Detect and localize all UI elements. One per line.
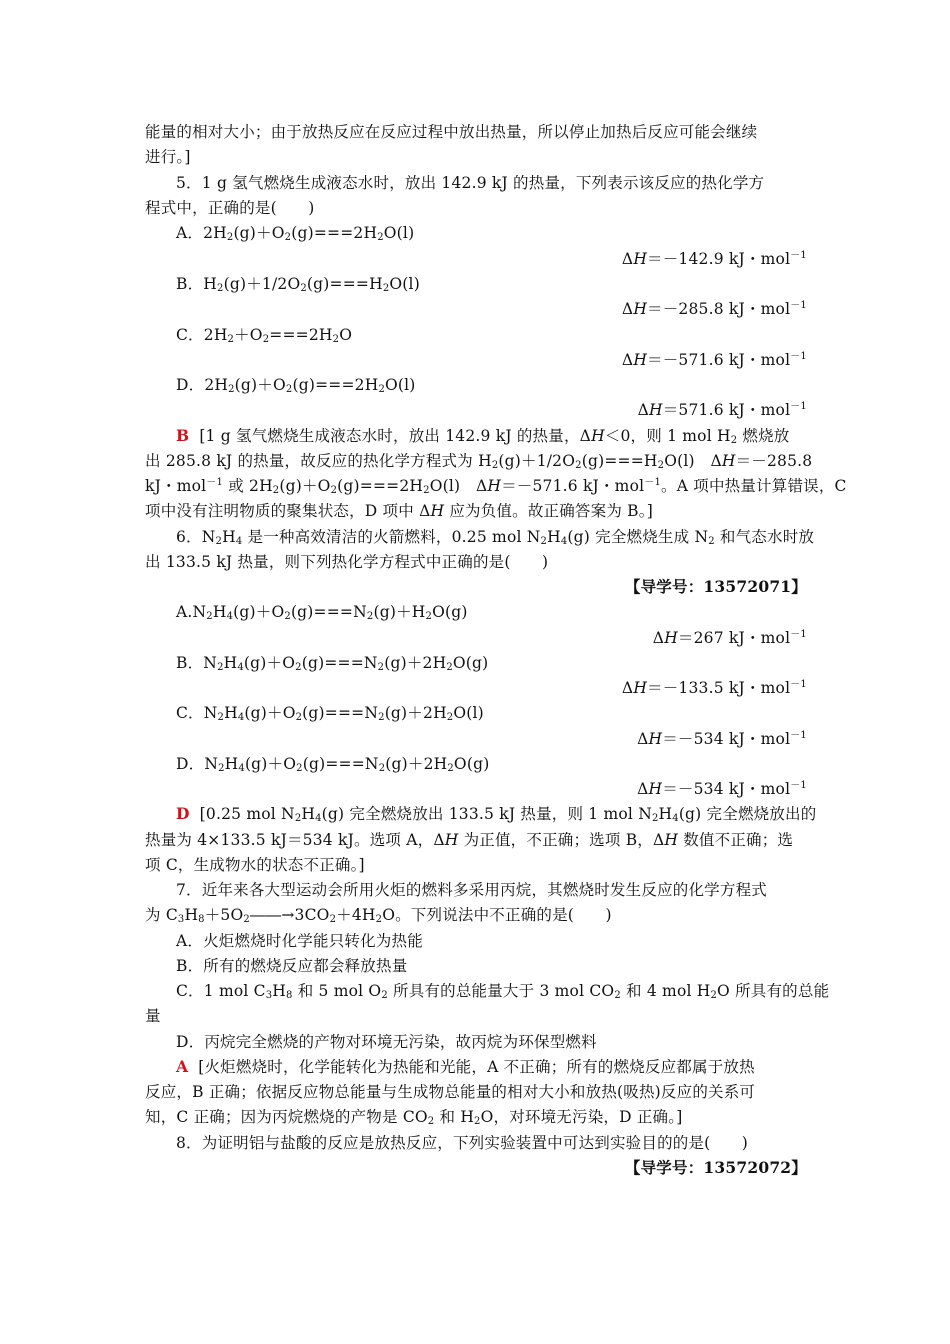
option-a: A．$2H_2(g)+O_2(g)===2H_2O(l)$ [176, 224, 415, 243]
text-line: 进行。] [145, 148, 191, 166]
text-line: 程式中，正确的是( ) [145, 199, 315, 217]
option-d: D．$N_2H_4(g)+O_2(g)===N_2(g)+2H_2O(g)$ [176, 755, 490, 774]
text-line: kJ・mol$^{-1}$ 或 $2H_2(g)+O_2(g)===2H_2O(l)$ ΔH＝－571.6 kJ・mol$^{-1}$。A 项中热量计算错误，C [145, 477, 847, 496]
option-d: D．$2H_2(g)+O_2(g)===2H_2O(l)$ [176, 376, 416, 395]
delta-h: ΔH＝－133.5 kJ・mol$^{-1}$ [621, 679, 807, 697]
answer-letter: B [176, 426, 190, 445]
text-line: 项 C，生成物水的状态不正确。] [145, 856, 365, 874]
text-line: 热量为 4×133.5 kJ＝534 kJ。选项 A，ΔH 为正值，不正确；选项 B，ΔH 数值不正确；选 [145, 831, 794, 849]
text-line: 知，C 正确；因为丙烷燃烧的产物是 $CO_2$ 和 $H_2O$，对环境无污染，D 正确。] [145, 1108, 683, 1127]
option-a: A．火炬燃烧时化学能只转化为热能 [176, 932, 423, 950]
question-7: 7．近年来各大型运动会所用火炬的燃料多采用丙烷，其燃烧时发生反应的化学方程式 [176, 881, 767, 899]
option-c: C．$N_2H_4(g)+O_2(g)===N_2(g)+2H_2O(l)$ [176, 704, 484, 723]
text-line: 能量的相对大小；由于放热反应在反应过程中放出热量，所以停止加热后反应可能会继续 [145, 123, 758, 141]
answer-letter: D [176, 804, 190, 823]
text-line: 项中没有注明物质的聚集状态，D 项中 ΔH 应为负值。故正确答案为 B。] [145, 502, 653, 520]
delta-h: ΔH＝－534 kJ・mol$^{-1}$ [637, 730, 807, 748]
text-line: 出 285.8 kJ 的热量，故反应的热化学方程式为 $H_2(g)+1/2O_2(g)===H_2O(l)$ ΔH＝－285.8 [145, 452, 813, 471]
option-c: C．$2H_2+O_2===2H_2O$ [176, 326, 353, 345]
text-line: 出 133.5 kJ 热量，则下列热化学方程式中正确的是( ) [145, 553, 549, 571]
text-line: 量 [145, 1007, 161, 1025]
delta-h: ΔH＝571.6 kJ・mol$^{-1}$ [637, 401, 807, 419]
guide-number: 【导学号：13572072】 [624, 1158, 807, 1177]
option-d: D．丙烷完全燃烧的产物对环境无污染，故丙烷为环保型燃料 [176, 1033, 597, 1051]
delta-h: ΔH＝－571.6 kJ・mol$^{-1}$ [621, 351, 807, 369]
delta-h: ΔH＝267 kJ・mol$^{-1}$ [652, 629, 807, 647]
question-5: 5．1 g 氢气燃烧生成液态水时，放出 142.9 kJ 的热量，下列表示该反应的热化学方 [176, 174, 765, 192]
option-b: B．$H_2(g)+1/2O_2(g)===H_2O(l)$ [176, 275, 420, 294]
answer-letter: A [176, 1057, 189, 1076]
answer-6: D [0.25 mol $N_2H_4(g)$ 完全燃烧放出 133.5 kJ 热量，则 1 mol $N_2H_4(g)$ 完全燃烧放出的 [176, 804, 817, 824]
answer-5: B [1 g 氢气燃烧生成液态水时，放出 142.9 kJ 的热量，ΔH＜0，则 1 mol $H_2$ 燃烧放 [176, 426, 790, 446]
delta-h: ΔH＝－534 kJ・mol$^{-1}$ [637, 780, 807, 798]
delta-h: ΔH＝－142.9 kJ・mol$^{-1}$ [621, 250, 807, 268]
answer-7: A [火炬燃烧时，化学能转化为热能和光能，A 不正确；所有的燃烧反应都属于放热 [176, 1057, 755, 1076]
option-b: B．$N_2H_4(g)+O_2(g)===N_2(g)+2H_2O(g)$ [176, 654, 489, 673]
question-6: 6．$N_2H_4$ 是一种高效清洁的火箭燃料，0.25 mol $N_2H_4(g)$ 完全燃烧生成 $N_2$ 和气态水时放 [176, 528, 815, 547]
option-c: C．1 mol $C_3H_8$ 和 5 mol $O_2$ 所具有的总能量大于 3 mol $CO_2$ 和 4 mol $H_2O$ 所具有的总能 [176, 982, 830, 1001]
guide-number: 【导学号：13572071】 [624, 577, 807, 596]
option-b: B．所有的燃烧反应都会释放热量 [176, 957, 408, 975]
text-line: 反应，B 正确；依据反应物总能量与生成物总能量的相对大小和放热(吸热)反应的关系可 [145, 1083, 756, 1101]
text-line: 为 $C_3H_8+5O_2――\to 3CO_2+4H_2O$。下列说法中不正确的是( ) [145, 906, 612, 925]
option-a: $A.N_2H_4(g)+O_2(g)===N_2(g)+H_2O(g)$ [176, 603, 468, 622]
question-8: 8．为证明铝与盐酸的反应是放热反应，下列实验装置中可达到实验目的的是( ) [176, 1134, 749, 1152]
delta-h: ΔH＝－285.8 kJ・mol$^{-1}$ [621, 300, 807, 318]
